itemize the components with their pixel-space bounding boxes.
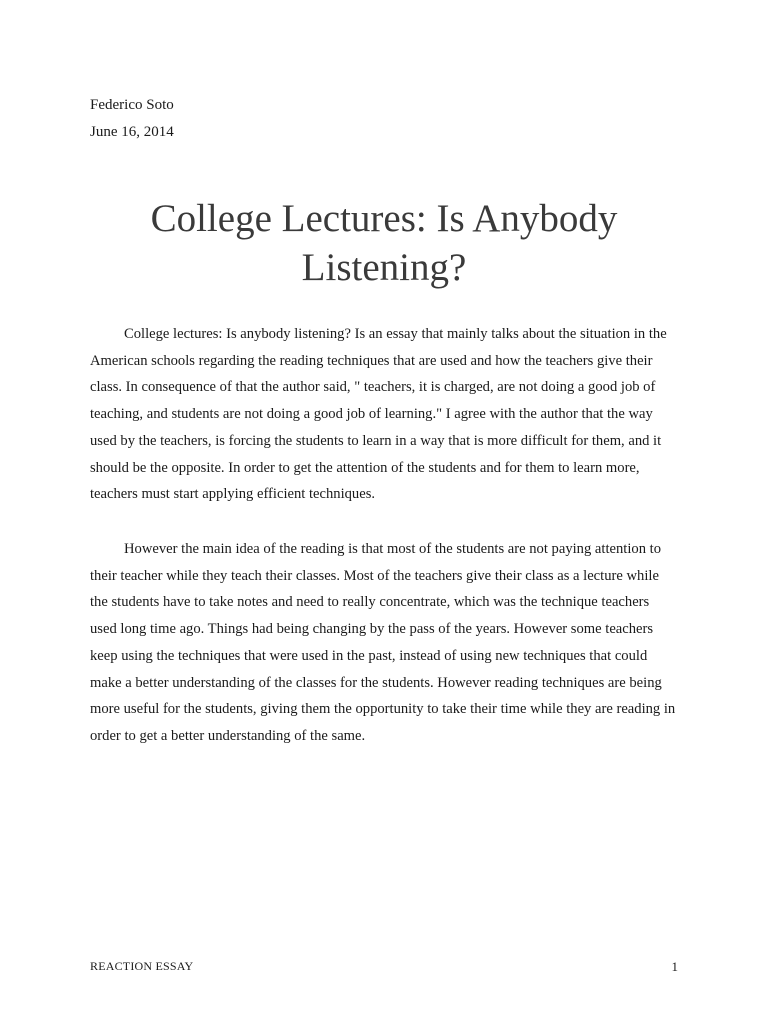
paragraph-text: College lectures: Is anybody listening? Is an essay that mainly talks about the situation in the American schools regarding the reading techniques that are used and how the teachers give their class. In consequence of that the author said, " teachers, it is charged, are not doing a good job of teaching, and students are not doing a good job of learning." I agree with the author that the way used by the teachers, is forcing the students to learn in a way that is more difficult for them, and it should be the opposite. In order to get the attention of the students and for them to learn more, teachers must start applying efficient techniques. bbox=[90, 326, 667, 503]
essay-date: June 16, 2014 bbox=[90, 124, 174, 140]
body-paragraph-2 bbox=[90, 536, 678, 750]
body-paragraph-1 bbox=[90, 321, 678, 508]
author-name: Federico Soto bbox=[90, 97, 174, 113]
page-number: 1 bbox=[671, 959, 678, 974]
author-date-block bbox=[90, 92, 174, 146]
essay-title: College Lectures: Is Anybody Listening? bbox=[150, 197, 618, 289]
paragraph-text: However the main idea of the reading is that most of the students are not paying attention to their teacher while they teach their classes. Most of the teachers give their class as a lecture while the students have to take notes and need to really concentrate, which was the technique teachers used long time ago. Things had being changing by the pass of the years. However some teachers keep using the techniques that were used in the past, instead of using new techniques that could make a better understanding of the classes for the students. However reading techniques are being more useful for the students, giving them the opportunity to take their time while they are reading in order to get a better understanding of the same. bbox=[90, 541, 676, 744]
running-head: REACTION ESSAY bbox=[90, 959, 194, 973]
